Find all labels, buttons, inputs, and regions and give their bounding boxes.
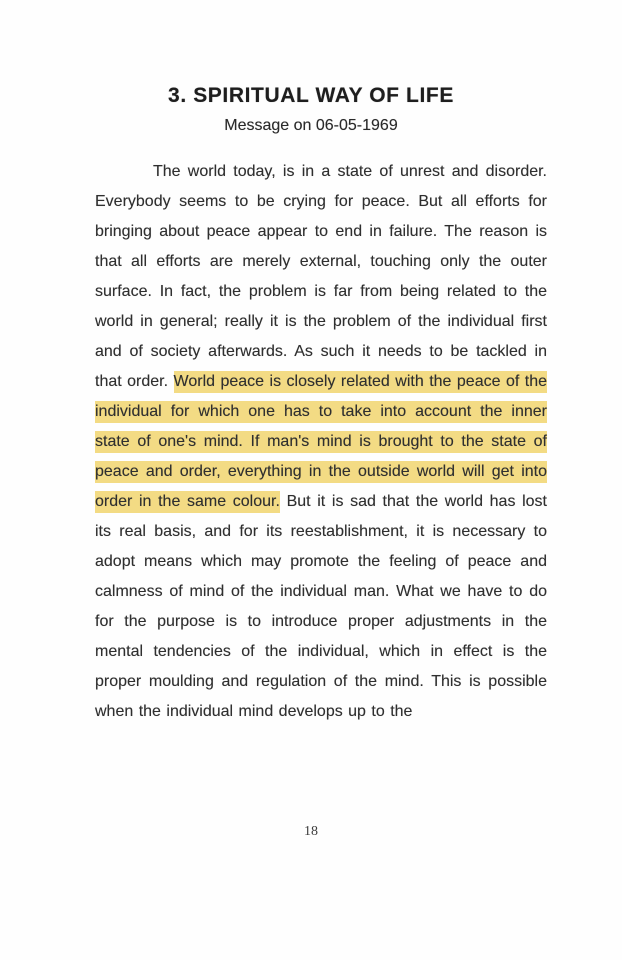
highlighted-passage: World peace is closely related with the peace of the individual for which one has to take into account the inner state of one's mind. If man's mind is brought to the state of peace and order, everything in the outside world will get into order in the same colour.: [95, 371, 547, 513]
body-paragraph: [95, 157, 547, 727]
page-number: 18: [304, 824, 318, 839]
page-title: 3. SPIRITUAL WAY OF LIFE: [168, 84, 454, 107]
page-subtitle: Message on 06-05-1969: [224, 117, 398, 134]
paragraph-text-after-highlight: But it is sad that the world has lost its real basis, and for its reestablishment, it is necessary to adopt means which may promote the feeling of peace and calmness of mind of the individual man. What we have to do for the purpose is to introduce proper adjustments in the mental tendencies of the individual, which in effect is the proper moulding and regulation of the mind. This is possible when the individual mind develops up to the: [95, 493, 548, 720]
paragraph-text-before-highlight: The world today, is in a state of unrest and disorder. Everybody seems to be crying for peace. But all efforts for bringing about peace appear to end in failure. The reason is that all efforts are merely external, touching only the outer surface. In fact, the problem is far from being related to the world in general; really it is the problem of the individual first and of society afterwards. As such it needs to be tackled in that order.: [95, 163, 547, 390]
